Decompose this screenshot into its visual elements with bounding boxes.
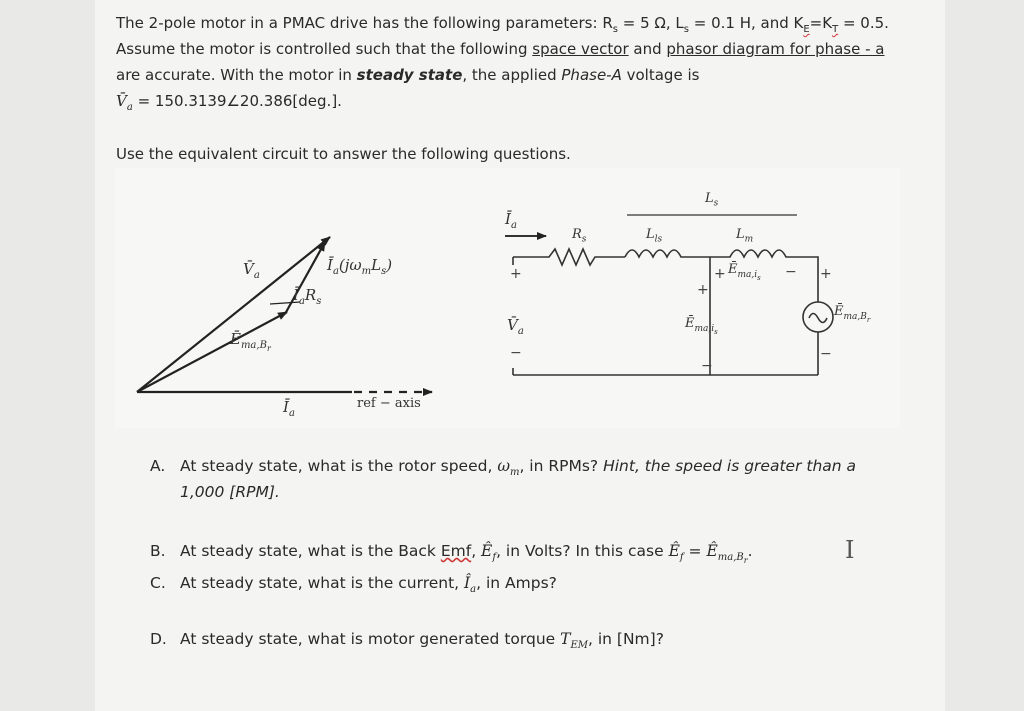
phasor-diagram-link[interactable]: phasor diagram for phase - a	[666, 40, 885, 58]
lm-inductor	[710, 250, 818, 302]
circuit-ls-label: $L_s$	[705, 191, 719, 209]
sine-icon	[809, 314, 827, 323]
equivalent-circuit	[505, 215, 833, 375]
plus-sign-ema-top: +	[714, 266, 726, 282]
minus-sign-source: −	[820, 346, 832, 362]
problem-line-3: are accurate. With the motor in steady state, the applied Phase-A voltage is	[116, 66, 700, 84]
text-cursor-icon: I	[845, 536, 855, 564]
circuit-rs-label: $R_s$	[572, 227, 587, 245]
phasor-rs-label: $Ī_aR_s$	[293, 286, 322, 307]
phasor-jwl-label: $Ī_a(j\omega_mL_s)$	[327, 256, 393, 277]
circuit-va-label: $V̄_a$	[507, 316, 524, 337]
problem-line-1: The 2-pole motor in a PMAC drive has the following parameters: $R_s = 5$ Ω, $L_s = 0.1$ H, and $K_E=K_T = 0.5$.	[116, 14, 889, 35]
circuit-ia-label: $Ī_a$	[505, 210, 517, 231]
plus-sign-va: +	[510, 266, 522, 282]
circuit-lm-label: $L_m$	[736, 227, 754, 245]
plus-sign-source: +	[820, 266, 832, 282]
problem-line-2: Assume the motor is controlled such that the following space vector and phasor diagram for phase - a	[116, 40, 885, 58]
circuit-ema-br-label: $Ē_{ma,B_r}$	[834, 304, 871, 324]
circuit-ema-is-mid-label: $Ē_{ma,i_s}$	[685, 316, 718, 336]
question-b: B. At steady state, what is the Back Emf, $Ê_f$, in Volts? In this case $Ê_f$ = $Ê_{ma,B_r}$.	[150, 542, 753, 566]
question-d: D. At steady state, what is motor generated torque $T_{EM}$, in [Nm]?	[150, 630, 664, 652]
minus-sign-ema-top: −	[785, 264, 797, 280]
rs-resistor	[513, 249, 625, 265]
phasor-ia-label: $Ī_a$	[283, 398, 295, 419]
question-c: C. At steady state, what is the current, $Î_a$, in Amps?	[150, 574, 557, 596]
minus-sign-ema-mid: −	[701, 358, 713, 374]
space-vector-link[interactable]: space vector	[532, 40, 629, 58]
instruction-text: Use the equivalent circuit to answer the following questions.	[116, 145, 571, 163]
circuit-lls-label: $L_{ls}$	[646, 227, 663, 245]
phasor-ema-label: $Ē_{ma,B_r}$	[230, 330, 271, 353]
plus-sign-ema-mid: +	[697, 282, 709, 298]
circuit-ema-is-top-label: $Ē_{ma,i_s}$	[728, 262, 761, 282]
phasor-va-label: $V̄_a$	[243, 260, 260, 281]
lls-inductor	[625, 250, 710, 257]
minus-sign-va: −	[510, 345, 522, 361]
applied-voltage: $V̄_a$ = 150.3139∠20.386[deg.].	[116, 92, 342, 113]
question-a-hint-cont: 1,000 [RPM].	[180, 483, 280, 501]
va-vector	[137, 237, 330, 392]
phasor-ref-axis-label: ref − axis	[357, 396, 421, 411]
question-a: A. At steady state, what is the rotor speed, $\omega_m$, in RPMs? Hint, the speed is greater than a	[150, 457, 857, 479]
